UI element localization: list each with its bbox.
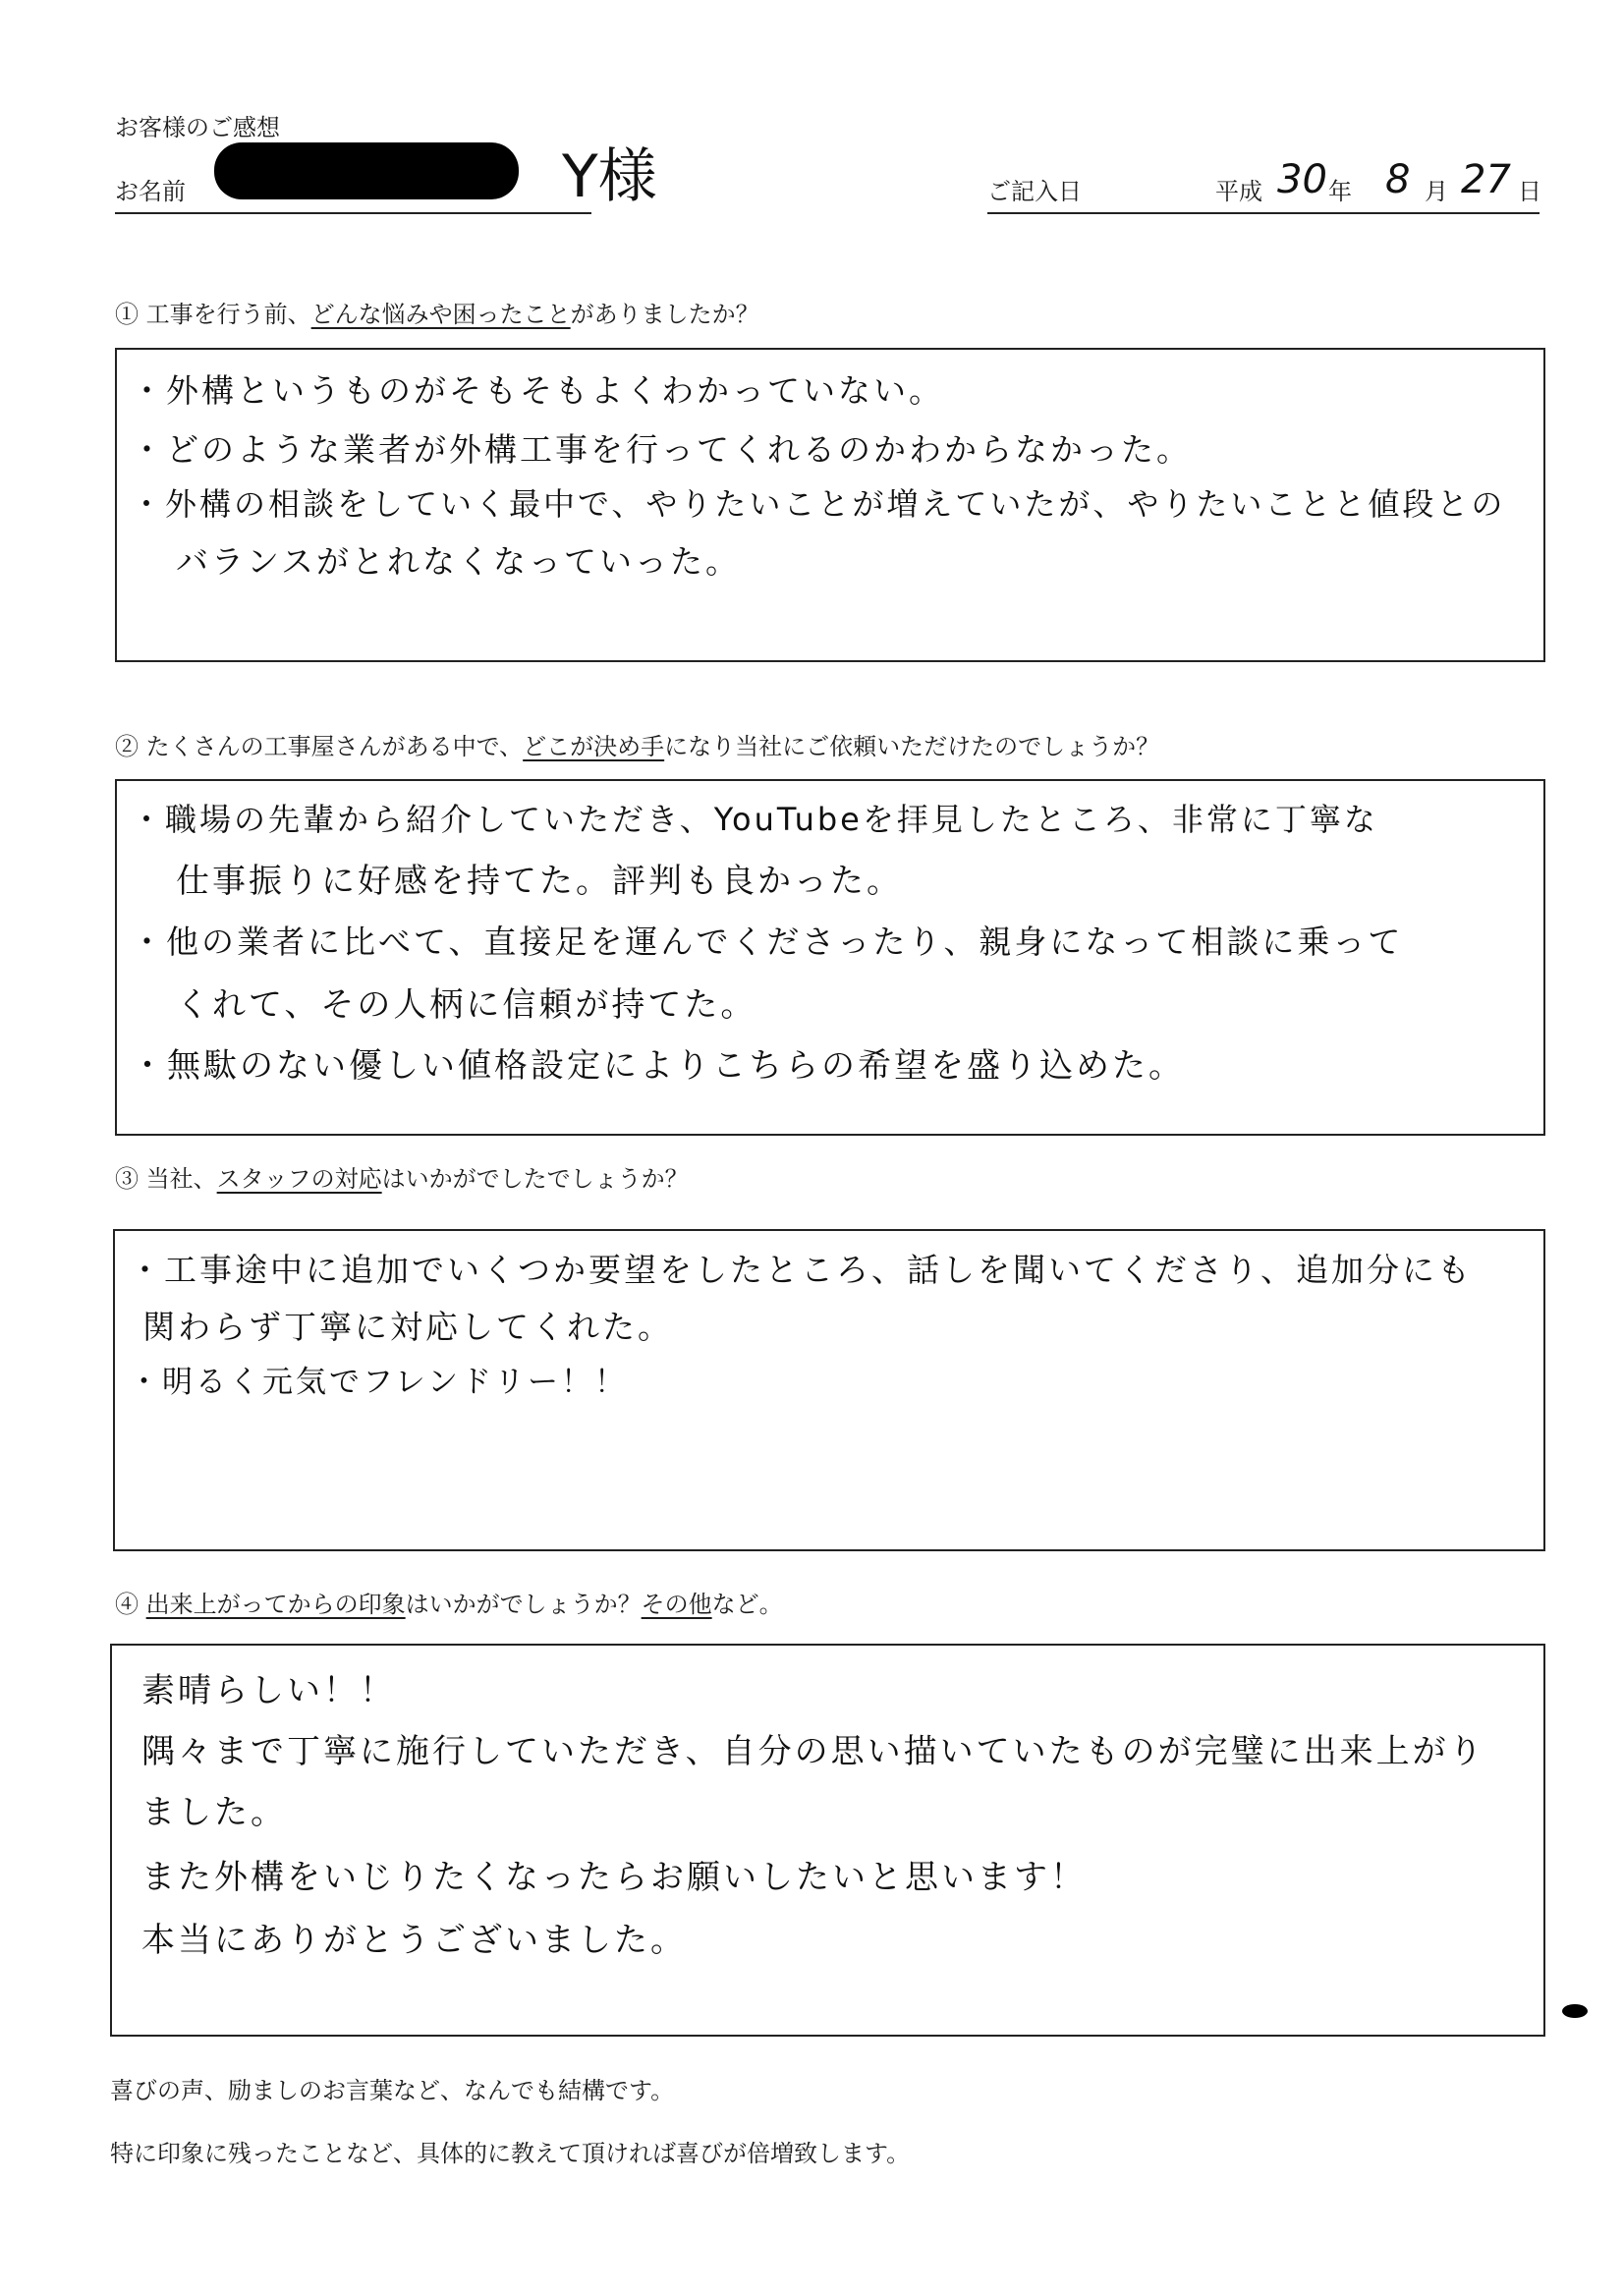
customer-name: Y様 [562, 142, 657, 211]
month-unit: 月 [1425, 178, 1448, 205]
q2-answer-line: 仕事振りに好感を持てた。評判も良かった。 [176, 862, 903, 901]
q2-answer-line: ・他の業者に比べて、直接足を運んでくださったり、親身になって相談に乗って [131, 923, 1404, 961]
q1-answer-line: バランスがとれなくなっていった。 [176, 542, 742, 581]
q3-prefix: ③ 当社、 [115, 1165, 217, 1193]
q2-answer-line: ・職場の先輩から紹介していただき、YouTubeを拝見したところ、非常に丁寧な [131, 801, 1378, 838]
q2-answer-line: くれて、その人柄に信頼が持てた。 [176, 985, 757, 1025]
name-underline [115, 212, 591, 214]
form-title: お客様のご感想 [115, 114, 280, 141]
day-unit: 日 [1518, 178, 1541, 205]
question-1 [115, 295, 759, 329]
q4-prefix: ④ [115, 1591, 146, 1618]
year-unit: 年 [1328, 178, 1352, 205]
answer-box-1 [115, 348, 1545, 662]
q1-prefix: ① 工事を行う前、 [115, 301, 311, 328]
footer-line-1: 喜びの声、励ましのお言葉など、なんでも結構です。 [110, 2077, 675, 2104]
q3-underlined: スタッフの対応 [216, 1165, 382, 1193]
q3-answer-line: ・工事途中に追加でいくつか要望をしたところ、話しを聞いてくださり、追加分にも [129, 1251, 1473, 1289]
ink-blot [1562, 2004, 1588, 2018]
date-label: ご記入日 [987, 178, 1082, 205]
question-3 [115, 1159, 689, 1194]
q4-underlined-2: その他 [641, 1591, 712, 1618]
q4-answer-line: 本当にありがとうございました。 [141, 1921, 687, 1960]
name-label: お名前 [115, 178, 186, 205]
date-underline [987, 212, 1540, 214]
redacted-name [214, 142, 519, 199]
q3-answer-line: ・明るく元気でフレンドリー！！ [129, 1365, 628, 1400]
q3-answer-line: 関わらず丁寧に対応してくれた。 [142, 1308, 673, 1346]
q4-answer-line: 素晴らしい！！ [141, 1671, 396, 1710]
date-month: 8 [1385, 157, 1411, 202]
q1-answer-line: ・どのような業者が外構工事を行ってくれるのかわからなかった。 [131, 430, 1192, 469]
q3-suffix: はいかがでしたでしょうか？ [381, 1165, 689, 1193]
q4-underlined: 出来上がってからの印象 [145, 1591, 406, 1618]
date-era: 平成 [1215, 178, 1262, 205]
answer-box-2 [115, 779, 1545, 1136]
q2-suffix: になり当社にご依頼いただけたのでしょうか？ [664, 733, 1160, 760]
q2-underlined: どこが決め手 [523, 733, 665, 760]
question-4 [115, 1585, 783, 1619]
q1-suffix: がありましたか？ [570, 301, 759, 328]
q2-answer-line: ・無駄のない優しい値格設定によりこちらの希望を盛り込めた。 [131, 1046, 1185, 1086]
q4-answer-line: ました。 [141, 1793, 287, 1832]
q2-prefix: ② たくさんの工事屋さんがある中で、 [115, 733, 524, 760]
q4-middle: はいかがでしょうか？ [405, 1591, 642, 1618]
q1-underlined: どんな悩みや困ったこと [310, 301, 571, 328]
q1-answer-line: ・外構の相談をしていく最中で、やりたいことが増えていたが、やりたいことと値段との [131, 485, 1506, 523]
date-day: 27 [1461, 157, 1511, 202]
footer-line-2: 特に印象に残ったことなど、具体的に教えて頂ければ喜びが倍増致します。 [110, 2140, 911, 2167]
q4-answer-line: また外構をいじりたくなったらお願いしたいと思います！ [141, 1858, 1087, 1897]
answer-box-4 [110, 1644, 1545, 2037]
date-year: 30 [1277, 157, 1327, 202]
q1-answer-line: ・外構というものがそもそもよくわかっていない。 [131, 371, 944, 410]
answer-box-3 [113, 1229, 1545, 1551]
q4-answer-line: 隅々まで丁寧に施行していただき、自分の思い描いていたものが完璧に出来上がり [141, 1732, 1485, 1771]
q4-suffix: など。 [711, 1591, 783, 1618]
question-2 [115, 727, 1159, 761]
